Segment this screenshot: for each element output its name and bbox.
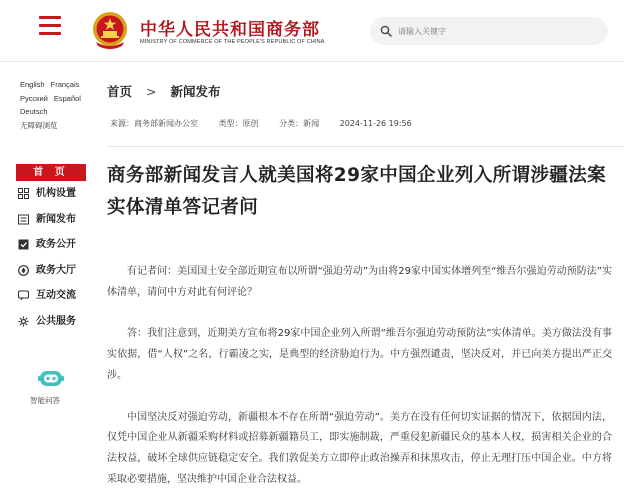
site-title[interactable]: 中华人民共和国商务部 (140, 20, 320, 40)
meta-category: 分类：新闻 (279, 119, 320, 128)
search-input[interactable] (398, 21, 598, 41)
breadcrumb-news[interactable]: 新闻发布 (170, 84, 221, 99)
article-paragraph: 有记者问：美国国土安全部近期宣布以所谓“强迫劳动”为由将29家中国实体增列至“维吾尔强迫劳动预防法”实体清单，请问中方对此有何评论？ (107, 266, 612, 298)
divider (107, 146, 624, 147)
menu-icon[interactable] (39, 16, 61, 36)
breadcrumb-home[interactable]: 首页 (107, 84, 133, 99)
nav-item-label: 机构设置 (36, 188, 76, 199)
nav-item-interaction[interactable] (16, 283, 86, 309)
government-icon (18, 239, 29, 250)
lang-deutsch[interactable]: Deutsch (20, 107, 48, 116)
article-paragraph: 答：我们注意到，近期美方宣布将29家中国企业列入所谓“维吾尔强迫劳动预防法”实体清单。美方做法没有事实依据，借“人权”之名，行霸凌之实，是典型的经济胁迫行为。中方强烈谴责，坚决反对，并已向美方提出严正交涉。 (107, 328, 612, 381)
article-body (107, 262, 612, 500)
nav-item-gov-open[interactable] (16, 232, 86, 258)
sidebar-nav (16, 164, 86, 334)
article-meta (110, 118, 430, 129)
chat-icon (18, 290, 29, 301)
meta-source: 来源：商务部新闻办公室 (110, 119, 198, 128)
nav-item-news[interactable] (16, 207, 86, 233)
nav-item-org[interactable] (16, 181, 86, 207)
article-paragraph: 中国坚决反对强迫劳动，新疆根本不存在所谓“强迫劳动”。美方在没有任何切实证据的情况下，依据国内法，仅凭中国企业从新疆采购材料或招募新疆籍员工，即实施制裁，严重侵犯新疆民众的基本人权，损害相关企业的合法权益，破坏全球供应链稳定安全。我们敦促美方立即停止政治操弄和抹黑攻击，停止无理打压中国企业。中方将采取必要措施，坚决维护中国企业合法权益。 (107, 411, 612, 485)
news-icon (18, 214, 29, 225)
nav-item-label: 新闻发布 (36, 213, 76, 225)
smart-assistant-label[interactable]: 智能问答 (30, 396, 60, 405)
accessible-browsing-link[interactable]: 无障碍浏览 (20, 120, 58, 130)
meta-date: 2024-11-26 19:56 (339, 119, 412, 128)
nav-item-label: 政务大厅 (36, 264, 76, 276)
nav-item-label: 公共服务 (36, 315, 76, 327)
site-subtitle: MINISTRY OF COMMERCE OF THE PEOPLE'S REPUBLIC OF CHINA (140, 39, 325, 45)
nav-item-gov-hall[interactable] (16, 258, 86, 284)
site-header (0, 0, 624, 62)
nav-item-public-service[interactable] (16, 309, 86, 335)
search-box[interactable] (370, 17, 608, 45)
meta-type: 类型：原创 (218, 119, 259, 128)
nav-item-label: 互动交流 (36, 290, 76, 301)
nav-home[interactable]: 首 页 (16, 164, 86, 181)
breadcrumb-separator: > (146, 84, 157, 99)
breadcrumb (107, 82, 221, 100)
service-icon (18, 316, 29, 327)
lang-francais[interactable]: Français (50, 80, 80, 89)
search-icon[interactable] (380, 25, 392, 37)
hall-icon (18, 265, 29, 276)
org-chart-icon (18, 188, 29, 199)
nav-item-label: 政务公开 (36, 239, 76, 250)
article-title: 商务部新闻发言人就美国将29家中国企业列入所谓涉疆法案实体清单答记者问 (107, 165, 607, 218)
lang-espanol[interactable]: Español (53, 93, 81, 103)
lang-russian[interactable]: Русский (20, 93, 48, 103)
lang-english[interactable]: English (20, 80, 45, 89)
smart-assistant-icon[interactable] (38, 368, 64, 388)
national-emblem-icon[interactable] (90, 10, 130, 50)
language-switcher (20, 78, 90, 132)
